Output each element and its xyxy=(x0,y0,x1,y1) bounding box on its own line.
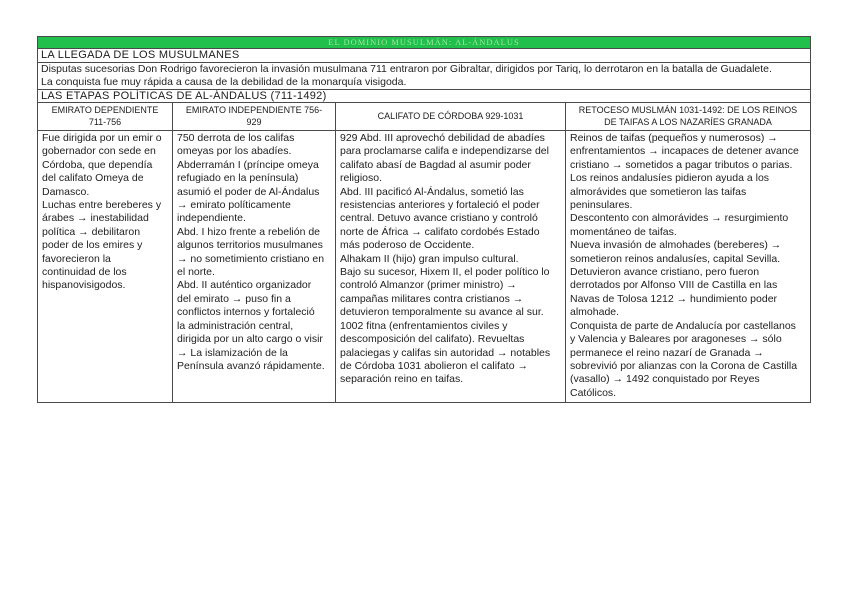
period-header-line: 711-756 xyxy=(88,116,122,127)
period-text-line: gobernador con sede en xyxy=(42,145,156,158)
summary-line: Disputas sucesorias Don Rodrigo favorecieron la invasión musulmana 711 entraron por Gibraltar, dirigidos por Tariq, lo derrotaron en la batalla de Guadalete. xyxy=(41,63,772,75)
period-text-line: norte de África → califato cordobés Estado xyxy=(340,225,540,238)
period-text-line: favorecieron la xyxy=(42,252,111,265)
period-content-califato-cordoba xyxy=(336,131,566,402)
summary-line: La conquista fue muy rápida a causa de la debilidad de la monarquía visigoda. xyxy=(41,76,407,88)
period-text-line: derrotados por Alfonso VIII de Castilla en las xyxy=(570,279,778,292)
period-text-line: continuidad de los xyxy=(42,266,127,279)
period-text-line: Conquista de parte de Andalucía por castellanos xyxy=(570,319,796,332)
period-text-line: → emirato políticamente xyxy=(177,199,291,212)
period-text-line: omeyas por los abadíes. xyxy=(177,145,292,158)
period-text-line: Los reinos andalusíes pidieron ayuda a los xyxy=(570,172,770,185)
period-text-line: detuvieron temporalmente su avance al sur. xyxy=(340,306,544,319)
period-text-line: → La islamización de la xyxy=(177,346,288,359)
period-text-line: del califato Omeya de xyxy=(42,172,144,185)
period-text-line: permanece el reino nazarí de Granada → xyxy=(570,346,764,359)
period-text-line: Reinos de taifas (pequeños y numerosos) → xyxy=(570,132,778,144)
document-table xyxy=(37,36,811,403)
period-text-line: 750 derrota de los califas xyxy=(177,132,295,144)
period-text-line: más poderoso de Occidente. xyxy=(340,239,475,252)
llegada-summary xyxy=(38,63,810,90)
period-text-line: separación reino en taifas. xyxy=(340,373,464,386)
period-text-line: 929 Abd. III aprovechó debilidad de abadíes xyxy=(340,132,545,144)
period-text-line: campañas militares contra cristianos → xyxy=(340,292,524,305)
period-header-retroceso-musulman xyxy=(566,103,810,130)
period-content-row xyxy=(38,131,810,402)
period-text-line: Bajo su sucesor, Hixem II, el poder político lo xyxy=(340,266,550,279)
period-text-line: central. Detuvo avance cristiano y controló xyxy=(340,212,538,225)
period-text-line: resistencias anteriores y fortaleció el poder xyxy=(340,199,540,212)
period-text-line: poder de los emires y xyxy=(42,239,143,252)
period-content-retroceso-musulman xyxy=(566,131,810,402)
period-text-line: Península avanzó rápidamente. xyxy=(177,359,325,372)
period-text-line: almohade. xyxy=(570,306,620,319)
period-text-line: Abderramán I (príncipe omeya xyxy=(177,158,319,171)
period-text-line: (vasallo) → 1492 conquistado por Reyes xyxy=(570,373,760,386)
document-title: EL DOMINIO MUSULMÁN: AL-ÁNDALUS xyxy=(328,37,520,47)
period-text-line: Luchas entre bereberes y xyxy=(42,199,162,212)
period-text-line: Descontento con almorávides → resurgimiento xyxy=(570,212,789,225)
period-text-line: religioso. xyxy=(340,172,383,185)
period-text-line: controló Almanzor (primer ministro) → xyxy=(340,279,517,292)
period-text-line: hispanovisigodos. xyxy=(42,279,126,292)
period-header-emirato-dependiente xyxy=(38,103,173,130)
period-text-line: Córdoba, que dependía xyxy=(42,158,153,171)
period-text-line: Fue dirigida por un emir o xyxy=(42,132,162,144)
period-text-line: Nueva invasión de almohades (bereberes) → xyxy=(570,239,782,252)
period-text-line: cristiano → sometidos a pagar tributos o parias. xyxy=(570,158,793,171)
period-text-line: Abd. II auténtico organizador xyxy=(177,279,312,292)
period-text-line: almorávides que sometieron las taifas xyxy=(570,185,747,198)
period-text-line: sometieron reinos andalusíes, capital Sevilla. xyxy=(570,252,781,265)
period-header-line: DE TAIFAS A LOS NAZARÍES GRANADA xyxy=(604,116,772,127)
period-text-line: de Córdoba 1031 abolieron el califato → xyxy=(340,359,528,372)
period-text-line: para proclamarse califa e independizarse del xyxy=(340,145,549,158)
period-text-line: Navas de Tolosa 1212 → hundimiento poder xyxy=(570,292,778,305)
period-text-line: peninsulares. xyxy=(570,199,633,212)
period-header-line: RETOCESO MUSLMÁN 1031-1492: DE LOS REINOS xyxy=(578,105,798,115)
period-text-line: la administración central, xyxy=(177,319,294,332)
period-header-line: EMIRATO INDEPENDIENTE 756- xyxy=(185,105,323,115)
period-header-emirato-independiente xyxy=(173,103,336,130)
period-content-emirato-independiente xyxy=(173,131,336,402)
period-text-line: Católicos. xyxy=(570,386,617,399)
period-text-line: Abd. III pacificó Al-Ándalus, sometió las xyxy=(340,185,524,198)
period-text-line: 1002 fitna (enfrentamientos civiles y xyxy=(340,319,508,332)
section-heading-llegada: LA LLEGADA DE LOS MUSULMANES xyxy=(38,49,810,63)
period-text-line: política → debilitaron xyxy=(42,225,141,238)
period-text-line: y Valencia y Baleares por aragoneses → sólo xyxy=(570,333,782,346)
period-text-line: Detuvieron avance cristiano, pero fueron xyxy=(570,266,760,279)
period-text-line: califato abasí de Bagdad al asumir poder xyxy=(340,158,531,171)
period-text-line: → no sometimiento cristiano en xyxy=(177,252,325,265)
period-text-line: algunos territorios musulmanes xyxy=(177,239,323,252)
period-text-line: Damasco. xyxy=(42,185,90,198)
period-text-line: Alhakam II (hijo) gran impulso cultural. xyxy=(340,252,519,265)
period-header-line: CALIFATO DE CÓRDOBA 929-1031 xyxy=(377,110,524,121)
period-text-line: momentáneo de taifas. xyxy=(570,225,677,238)
period-text-line: el norte. xyxy=(177,266,215,279)
period-text-line: palaciegas y califas sin autoridad → notables xyxy=(340,346,551,359)
section-heading-etapas: LAS ETAPAS POLÍTICAS DE AL-ÁNDALUS (711-1492) xyxy=(38,90,810,103)
period-header-row xyxy=(38,103,810,131)
title-bar xyxy=(38,37,810,49)
period-text-line: refugiado en la península) xyxy=(177,172,299,185)
period-header-califato-cordoba xyxy=(336,103,566,130)
period-text-line: dirigida por un alto cargo o visir xyxy=(177,333,323,346)
period-text-line: asumió el poder de Al-Ándalus xyxy=(177,185,320,198)
period-text-line: descomposición del califato). Revueltas xyxy=(340,333,525,346)
period-text-line: enfrentamientos → incapaces de detener avance xyxy=(570,145,799,158)
period-header-line: 929 xyxy=(246,116,262,127)
period-header-line: EMIRATO DEPENDIENTE xyxy=(51,105,159,115)
period-text-line: sobrevivió por alianzas con la Corona de Castilla xyxy=(570,359,798,372)
period-text-line: del emirato → puso fin a xyxy=(177,292,291,305)
period-text-line: independiente. xyxy=(177,212,246,225)
period-content-emirato-dependiente xyxy=(38,131,173,402)
period-text-line: conflictos internos y fortaleció xyxy=(177,306,315,319)
period-text-line: Abd. I hizo frente a rebelión de xyxy=(177,225,321,238)
period-text-line: árabes → inestabilidad xyxy=(42,212,149,225)
